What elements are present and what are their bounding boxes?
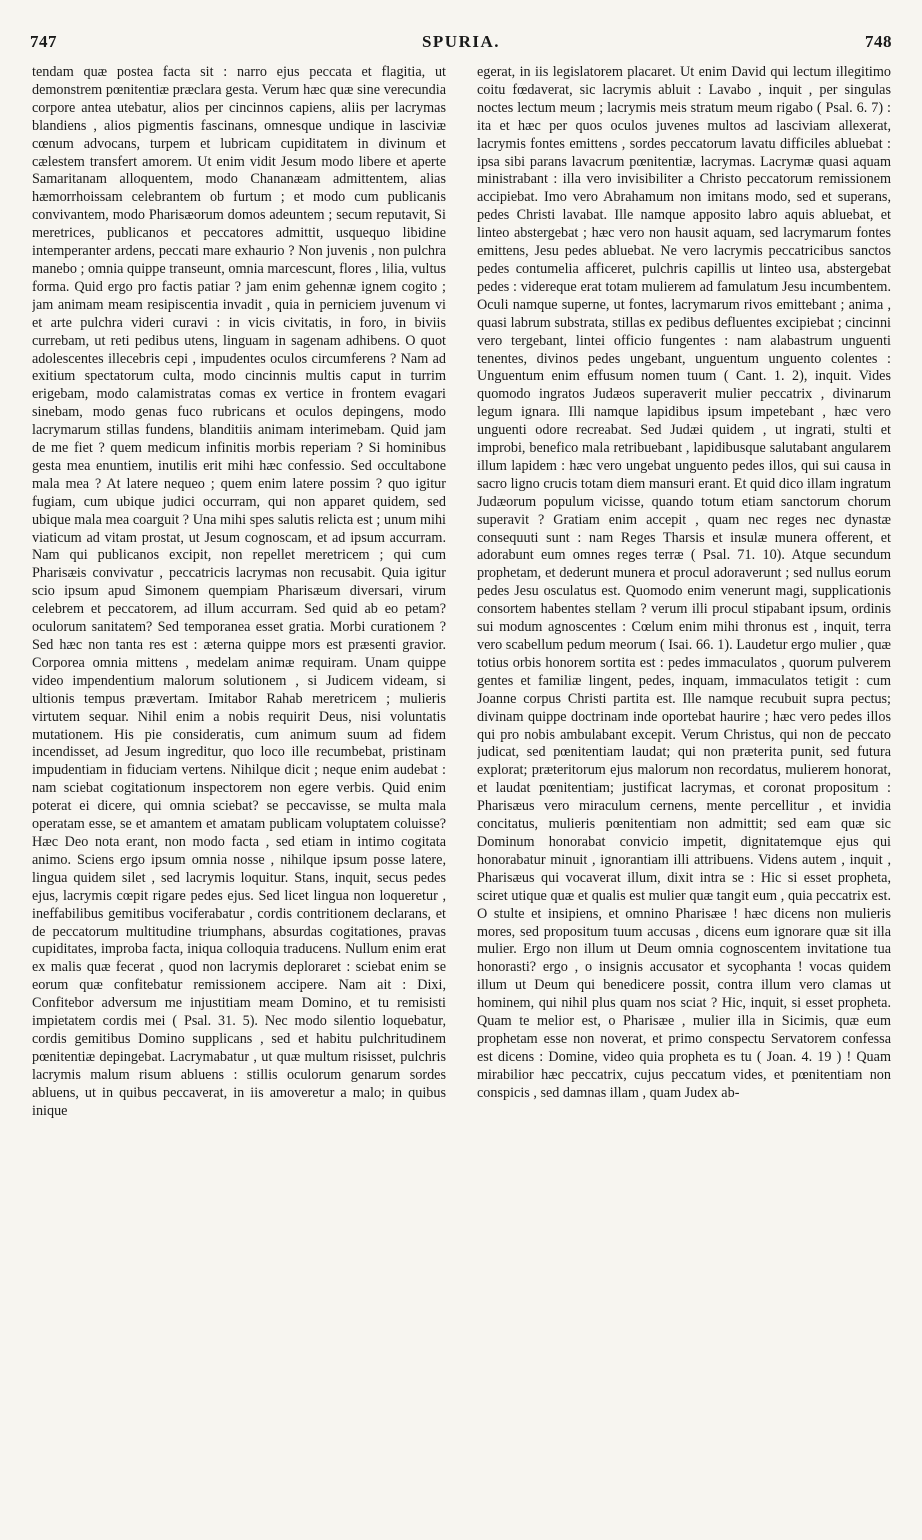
column-right-text: egerat, in iis legislatorem placaret. Ut enim David qui lectum illegitimo coitu fœdaverat, sic lacrymis abluit : Lavabo , inquit , per singulas noctes lectum meum ; lacrymis meis stratum meum rigabo ( Psal. 6. 7) : ita et hæc per quos oculos juvenes multos ad lasciviam allexerat, lacrymis fontes emittens , sordes peccatorum lavatu difficiles abluebat : ipsa sibi parans lavacrum pœnitentiæ, lacrymas. Lacrymæ quasi aquam ministrabant : illa vero invisibiliter a Christo peccatorum remissionem accipiebat. Imo vero Abrahamum non imitans modo, sed et superans, pedes Christi lavabat. Ille namque apposito labro aquis abluebat, et linteo abstergebat ; hæc vero non hausit aquam, sed lacrymarum fontes emittens, Jesu pedes abluebat. Ne vero lacrymis peccatricibus sanctos pedes contumelia afficeret, pulchris capillis ut linteo usa, abstergebat pedes : videreque erat totam mulierem ad famulatum Jesu incumbentem. Oculi namque superne, ut fontes, lacrymarum rivos emittebant ; anima , quasi labrum substrata, stillas ex pedibus defluentes excipiebat ; cincinni vero tergebant, lintei officio fungentes : nam alabastrum unguenti tenentes, divinos pedes ungebant, unguentum unguento colentes : Unguentum enim effusum nomen tuum ( Cant. 1. 2), inquit. Vides quomodo ingratos Judæos superaverit mulier peccatrix , divinarum legum ignara. Illi namque lapidibus ipsum impetebant , hæc vero unguenti odore recreabat. Sed Judæi quidem , ut ingrati, stulti et improbi, benefico mala retribuebant , lapidibusque salutabant angularem illum lapidem : hæc vero ungebat unguento pedes illos, qui sui causa in sacro ligno crucis totam diem mansuri erant. Et quid dico illam ingratum Judæorum populum vicisse, quando totum etiam sanctorum chorum superavit ? Gratiam enim accepit , quam nec reges nec dynastæ consequuti sunt : nam Reges Tharsis et insulæ munera offerent, et adorabunt eum omnes reges terræ ( Psal. 71. 10). Atque secundum prophetam, et dederunt munera et procul adoraverunt ; sed nullus eorum pedes Jesu osculatus est. Quomodo enim venerunt magi, supplicationis consortem habentes stellam ? verum illi procul stipabant ipsum, ordinis sui modum agnoscentes : Cœlum enim mihi thronus est , inquit, terra vero scabellum pedum meorum ( Isai. 66. 1). Laudetur ergo mulier , quæ totius orbis honorem sortita est : pedes immaculatos , quorum pulverem gentes et familiæ lingent, pedes, inquam, immaculatos tetigit : cum Joanne corpus Christi partita est. Ille namque recubuit supra pectus; divinam quippe doctrinam inde oportebat haurire ; hæc vero pedes illos qui pro nobis ambulabant excepit. Verum Christus, qui non de peccato judicat, sed pœnitentiam laudat; qui non præterita punit, sed futura explorat; præteritorum ejus malorum non recordatus, mulierem honorat, et laudat pœnitentiam; justificat lacrymas, et coronat propositum : Pharisæus vero miraculum cernens, mente percellitur , et invidia concitatus, mulieris pœnitentiam non admittit; sed eam quæ sic Dominum honorabat convicio impetit, dignitatemque ejus qui honorabatur minuit , ignorantiam illi attribuens. Videns autem , inquit , Pharisæus qui vocaverat illum, dixit intra se : Hic si esset propheta, sciret utique quæ et qualis est mulier quæ tangit eum , quia peccatrix est. O stulte et insipiens, et omnino Pharisæe ! hæc dicens non mulieris mores, sed propositum tuum accusas , dicens eum ignorare quæ sit illa mulier. Ergo non illum ut Deum omnia cognoscentem invitatione tua honorasti? ergo , o insignis accusator et sycophanta ! vocas quidem illum ut Deum qui benedicere possit, contra illum vero clamas ut hominem, qui nihil plus quam nos sciat ? Hic, inquit, si esset propheta. Quam te melior est, o Pharisæe , mulier illa in Sicimis, quæ eum prophetam esse non noverat, et primo conspectu Servatorem confessa est dicens : Domine, video quia propheta es tu ( Joan. 4. 19 ) ! Quam mirabilior hæc peccatrix, cujus peccatum vides, et pœnitentiam non conspicis , sed damnas illam , quam Judex ab- bbox=[477, 64, 891, 1101]
text-column-right bbox=[477, 64, 891, 1524]
page-number-right: 748 bbox=[865, 32, 892, 51]
column-left-text: tendam quæ postea facta sit : narro ejus peccata et flagitia, ut demonstrem pœnitentiæ præclara gesta. Verum hæc quæ sine verecundia corpore antea utebatur, alios per cincinnos capiens, aliis per lacrymas blandiens , alios pigmentis fascinans, omnesque undique in lasciviæ cœnum advocans, turpem et lubricam cupiditatem in divinum et cælestem transfert amorem. Ut enim vidit Jesum modo libere et aperte Samaritanam alloquentem, modo Chananæam admittentem, alias hæmorrhoissam celebrantem ob furtum ; et modo cum publicanis convivantem, modo Pharisæorum domos adeuntem ; secum reputavit, Si meretrices, publicanos et peccatores admittit, usquequo libidine intemperanter ardens, peccati mare exhaurio ? Non juvenis , non pulchra manebo ; omnia quippe transeunt, omnia marcescunt, flores , lilia, vultus forma. Quid ergo pro factis patiar ? jam enim gehennæ ignem cogito ; jam animam meam resipiscentia invadit , quia in perniciem juvenum vi et arte pulchra videri curavi : in vicis civitatis, in foro, in biviis currebam, ut reti pedibus utens, linguam in sagenam adhibens. O quot adolescentes illecebris cepi , impudentes oculos circumferens ? Nam ad exitium spectatorum culta, modo cincinnis multis caput in turrim erigebam, modo calamistratas comas ex vertice in frontem evagari sinebam, modo genas fuco rubricans et oculos depingens, modo lacrymarum stillas fundens, blanditiis animam interimebam. Quid jam de me fiet ? quem medicum infinitis morbis reperiam ? Si hominibus gesta mea enuntiem, inutilis erit mihi hæc confessio. Sed occultabone mala mea ? At latere nequeo ; quem enim latere possim ? quo igitur fugiam, cum ubique judici occurram, qui non apparet quidem, sed ubique mala mea coarguit ? Una mihi spes salutis relicta est ; unum mihi viaticum ad vitam prostat, ut Jesum cognoscam, et ad ipsum accurram. Nam qui publicanos excipit, non repellet meretricem ; qui cum Pharisæis convivatur , peccatricis lacrymas non recusabit. Quia igitur scio ipsum apud Simonem quempiam Pharisæum diversari, virum celebrem et peccatorem, ad illum accurram. Sed quid ab eo petam? oculorum sanitatem? Sed temporanea esset gratia. Morbi curationem ? Sed hæc non tanta res est : æterna quippe mors est præsenti gravior. Corporea omnia mittens , medelam animæ requiram. Unam quippe video impendentium malorum solutionem , si Judicem videam, si ultionis tempus prævertam. Imitabor Rahab meretricem ; mulieris virtutem sequar. Nihil enim a nobis requirit Deus, nisi voluntatis mutationem. His pie consideratis, cum animum suum ad fidem incendisset, ad Jesum ingreditur, quo loco ille recumbebat, pristinam impudentiam in fiduciam vertens. Nihilque dicit ; neque enim audebat : nam sciebat cogitationum inspectorem non egere verbis. Quid enim poterat ei dicere, qui omnia sciebat? se peccavisse, se multa mala operatam esse, se et amantem et amatam publicam voluptatem coluisse? Hæc Deo nota erant, non modo facta , sed etiam in intimo cogitata animo. Sciens ergo ipsum omnia nosse , nihilque ipsum posse latere, lingua quidem silet , sed lacrymis loquitur. Stans, inquit, secus pedes ejus, lacrymis cœpit rigare pedes ejus. Sed licet lingua non loqueretur , ineffabilibus gemitibus vociferabatur , cordis contritionem declarans, et de peccatorum multitudine triumphans, absurdas cogitationes, pravas cupiditates, improba facta, iniqua colloquia traducens. Nullum enim erat ex malis quæ fecerat , quod non lacrymis deploraret : sciebat enim se eorum quæ confitebatur remissionem accipere. Nam ait : Dixi, Confitebor adversum me injustitiam meam Domino, et tu remisisti impietatem cordis mei ( Psal. 31. 5). Nec modo silentio loquebatur, cordis gemitibus Domino supplicans , sed et habitu pulchritudinem pœnitentiæ depingebat. Lacrymabatur , ut quæ multum risisset, pulchris lacrymis malum risum abluens : stillis oculorum genarum sordes abluens, ut in quibus peccaverat, in iis amoveretur a malo; in quibus inique bbox=[32, 64, 446, 1119]
page-header bbox=[0, 32, 922, 62]
page-number-left: 747 bbox=[30, 32, 57, 51]
running-title: SPURIA. bbox=[421, 32, 501, 51]
text-column-left bbox=[32, 64, 446, 1524]
